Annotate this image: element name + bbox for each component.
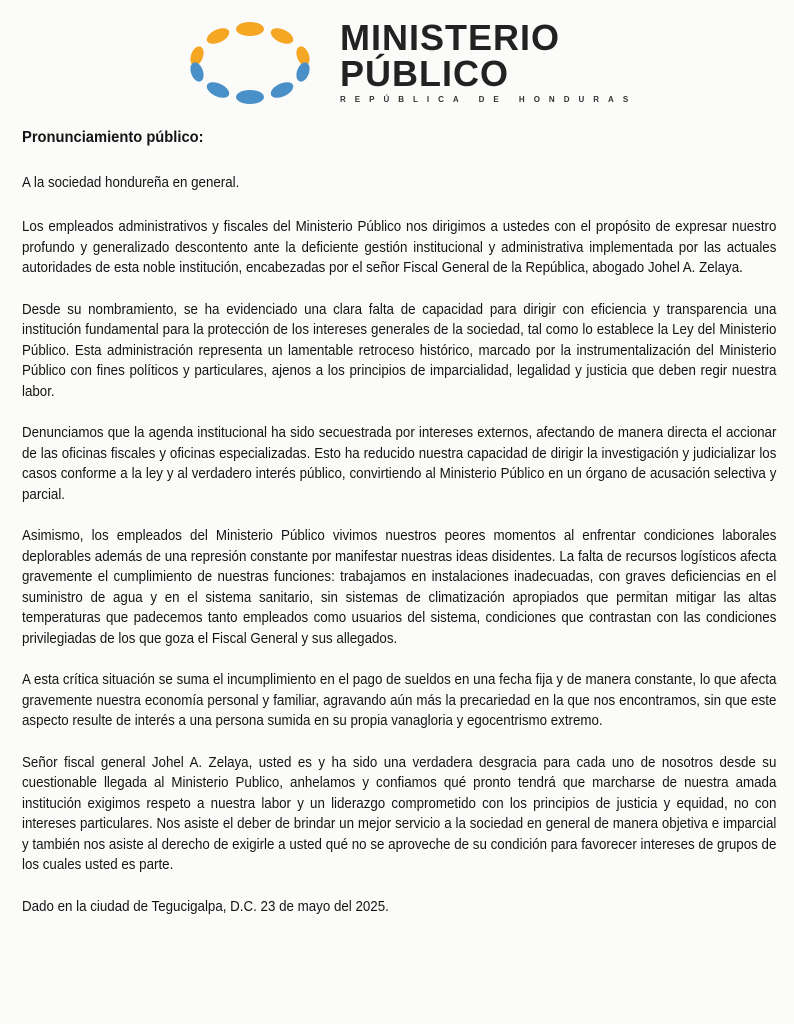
ministerio-publico-logo-icon <box>180 16 320 104</box>
paragraph-2: Desde su nombramiento, se ha evidenciado una clara falta de capacidad para dirigir con eficiencia y transparencia una institución fundamental para la protección de los intereses generales de la sociedad, tal como lo establece la Ley del Ministerio Público. Esta administración representa un lamentable retroceso histórico, marcado por la instrumentalización del Ministerio Público con fines políticos y particulares, ajenos a los principios de imparcialidad, legalidad y justicia que deben regir nuestra labor. <box>22 301 777 400</box>
paragraph-6: Señor fiscal general Johel A. Zelaya, usted es y ha sido una verdadera desgracia para cada uno de nosotros desde su cuestionable llegada al Ministerio Publico, anhelamos y confiamos qué pronto tendrá que marcharse de nuestra amada institución exigimos respeto a nuestra labor y un liderazgo comprometido con los principios de justicia y equidad, no con intereses particulares. Nos asiste el deber de brindar un mejor servicio a la sociedad en general de manera objetiva e imparcial y también nos asiste al derecho de exigirle a usted qué no se aproveche de su condición para favorecer intereses de grupos de los cuales usted es parte. <box>22 754 777 873</box>
paragraph-5: A esta crítica situación se suma el incumplimiento en el pago de sueldos en una fecha fija y de manera constante, lo que afecta gravemente nuestra economía personal y familiar, agravando aún más la precariedad en la que nos encontramos, sin que este aspecto resulte de interés a una persona sumida en su propia vanagloria y egocentrismo extremo. <box>22 672 777 729</box>
paragraph-3: Denunciamos que la agenda institucional ha sido secuestrada por intereses externos, afectando de manera directa el accionar de las oficinas fiscales y oficinas especializadas. Esto ha reducido nuestra capacidad de dirigir la investigación y judicializar los casos conforme a la ley y al verdadero interés público, convirtiendo al Ministerio Público en un órgano de acusación selectiva y parcial. <box>22 425 777 503</box>
document-title: Pronunciamiento público: <box>22 129 204 146</box>
logo-line-ministerio: MINISTERIO <box>340 17 561 58</box>
logo-wordmark <box>340 17 638 104</box>
document-body <box>22 128 776 917</box>
paragraph-1: Los empleados administrativos y fiscales del Ministerio Público nos dirigimos a ustedes con el propósito de expresar nuestro profundo y generalizado descontento ante la deficiente gestión institucional y administrativa implementada por las actuales autoridades de esta noble institución, encabezadas por el señor Fiscal General de la República, abogado Johel A. Zelaya. <box>22 219 777 276</box>
closing-date: Dado en la ciudad de Tegucigalpa, D.C. 23 de mayo del 2025. <box>22 898 389 915</box>
greeting: A la sociedad hondureña en general. <box>22 174 240 191</box>
logo-line-publico: PÚBLICO <box>340 53 509 94</box>
letterhead <box>0 0 794 110</box>
logo-subtitle: REPÚBLICA DE HONDURAS <box>340 95 638 104</box>
paragraph-4: Asimismo, los empleados del Ministerio Público vivimos nuestros peores momentos al enfrentar condiciones laborales deplorables además de una represión constante por manifestar nuestras ideas disidentes. La falta de recursos logísticos afecta gravemente el cumplimiento de nuestras funciones: trabajamos en instalaciones inadecuadas, con graves deficiencias en el suministro de agua y en el sistema sanitario, sin sistemas de climatización apropiados que permitan mitigar las altas temperaturas que padecemos tanto empleados como usuarios del sistema, condiciones que contrastan con las condiciones privilegiadas de los que goza el Fiscal General y sus allegados. <box>22 528 777 647</box>
